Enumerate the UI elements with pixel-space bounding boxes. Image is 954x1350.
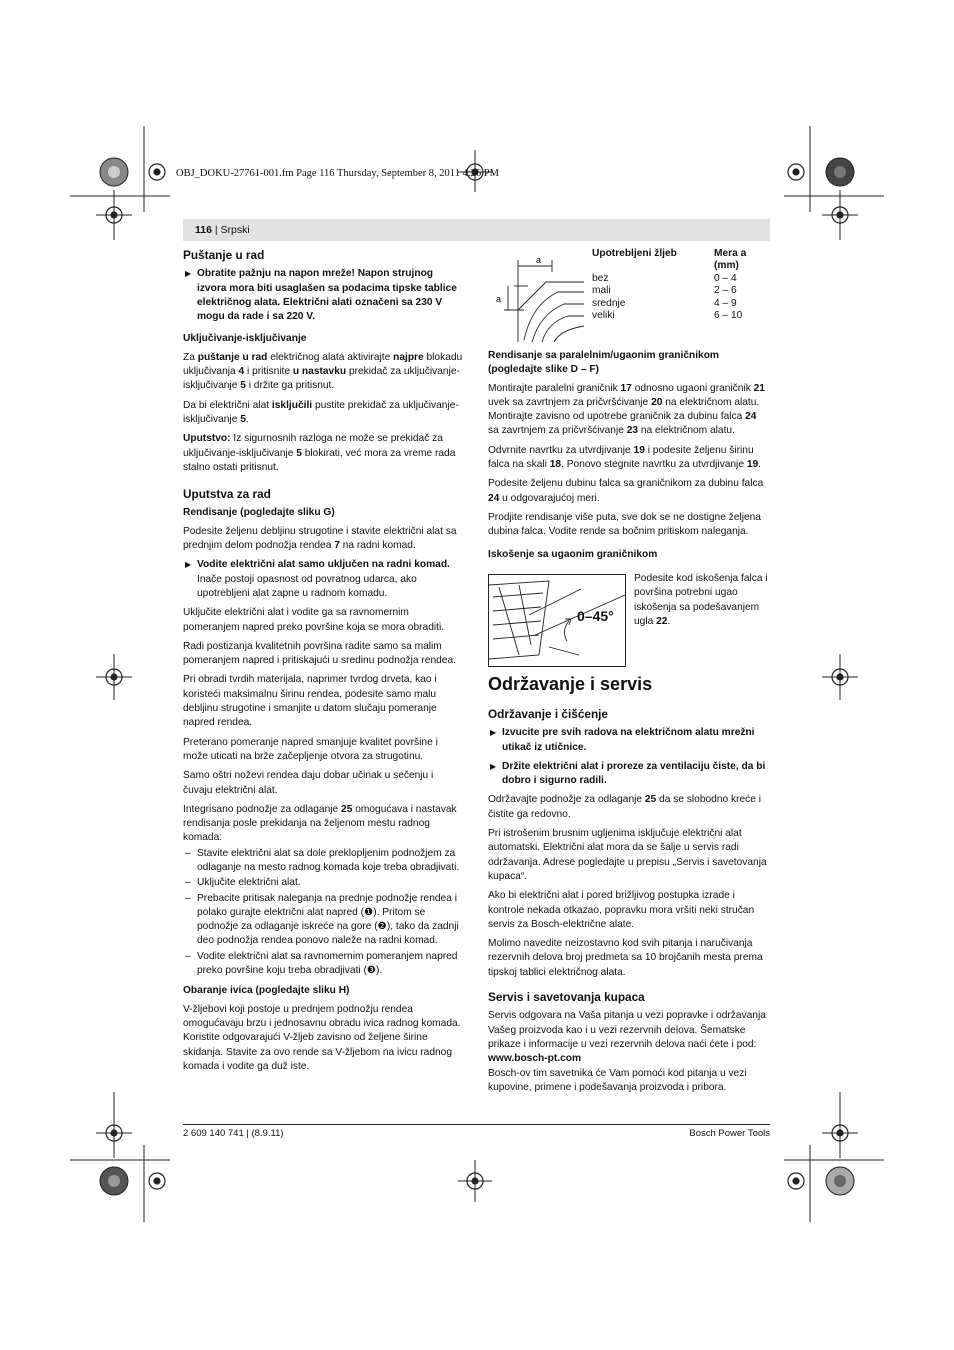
footer-rule — [183, 1124, 770, 1125]
right-column-bottom — [488, 673, 770, 1100]
warning-unplug: ▶ Izvucite pre svih radova na električnom alatu mrežni utikač iz utičnice. — [490, 727, 755, 753]
servis-paragraph-1: Servis odgovara na Vaša pitanja u vezi popravke i održavanja Vašeg proizvoda kao i u vezi rezervnih delova. Šematske prikaze i informacije u vezi rezervnih delova naći ćete i pod: — [488, 1010, 766, 1050]
servis-url-link[interactable]: www.bosch-pt.com — [488, 1053, 582, 1065]
pustanje-heading: Puštanje u rad — [183, 248, 265, 262]
ukljuc-paragraph-1: Za puštanje u rad električnog alata aktivirajte najpre blokadu uključivanja 4 i pritisnite u nastavku prekidač za uključivanje-isključivanje 5 i držite ga pritisnut. — [183, 351, 463, 392]
servis-heading: Servis i savetovanja kupaca — [488, 990, 645, 1005]
rend-paragraph-6: Samo oštri noževi rendea daju dobar učinak u sečenju i čuvaju električni alat. — [183, 770, 434, 796]
rend-paragraph-3: Radi postizanja kvalitetnih površina radite samo sa malim pomeranjem napred i pritiskajući u sredinu podnožja rendea. — [183, 640, 456, 667]
file-slug: OBJ_DOKU-27761-001.fm Page 116 Thursday, September 8, 2011 4:26 PM — [176, 168, 499, 179]
odrz-paragraph-1: Održavajte podnožje za odlaganje 25 da se slobodno kreće i čistite ga redovno. — [488, 794, 762, 820]
list-item: – Vodite električni alat sa ravnomernim pomeranjem napred preko površine koju treba obradjivati (❸). — [185, 950, 458, 977]
odrzavanje-subheading: Održavanje i čišćenje — [488, 707, 608, 721]
bullet-triangle-icon: ▶ — [185, 269, 192, 279]
header-language: Srpski — [220, 224, 250, 236]
page-header — [195, 223, 250, 237]
koso-paragraph: Podesite kod iskošenja falca i površina potrebni ugao iskošenja sa podešavanjem ugla 22. — [634, 573, 768, 627]
falc-paragraph-2: Odvrnite navrtku za utvrdjivanje 19 i podesite željenu širinu falca na skali 18. Ponovo stegnite navrtku za utvrdjivanje 19. — [488, 444, 762, 471]
bullet-triangle-icon: ▶ — [490, 728, 497, 738]
ukljucivanje-heading: Uključivanje-isključivanje — [183, 333, 307, 345]
page-number: 116 — [195, 224, 212, 236]
obaranje-heading: Obaranje ivica (pogledajte sliku H) — [183, 985, 350, 997]
footer-doc-number: 2 609 140 741 | (8.9.11) — [183, 1128, 284, 1139]
rend-paragraph-4: Pri obradi tvrdih materijala, naprimer tvrdog drveta, kao i koristeći maksimalnu širinu rendea, podesite samo malu debljinu strugotine i smanjite u datom slučaju pomeranje napred rendea. — [183, 674, 437, 729]
warning-clean: ▶ Držite električni alat i proreze za ventilaciju čiste, da bi dobro i sigurno radili. — [490, 760, 766, 787]
groove-diagram — [488, 252, 588, 344]
obaranje-paragraph: V-žljebovi koji postoje u prednjem podnožju rendea omogućavaju brzu i jednosavnu obradu ivica radnog komada. Koristite odgovarajući V-žljeb zavisno od željene širine skidanja. Stavite za ovo rende sa V-žljebom na ivicu radnog komada i vodite ga duž iste. — [183, 1003, 461, 1072]
rend-paragraph-7: Integrisano podnožje za odlaganje 25 omogućava i nastavak rendisanja posle prekidanja na željenom mestu radnog komada: — [183, 803, 457, 844]
bevel-figure — [488, 574, 626, 667]
uputstva-heading: Uputstva za rad — [183, 487, 271, 502]
dimension-label-a-top: a — [536, 255, 542, 265]
koso-heading: Iskošenje sa ugaonim graničnikom — [488, 548, 658, 560]
ukljuc-paragraph-2: Da bi električni alat isključili pustite prekidač za uključivanje-isključivanje 5. — [183, 399, 459, 425]
odrzavanje-title: Održavanje i servis — [488, 674, 653, 694]
table-header: Mera a (mm) — [714, 248, 747, 272]
dimension-label-a-side: a — [496, 294, 502, 304]
falc-paragraph-3: Podesite željenu dubinu falca sa graničnikom za dubinu falca 24 u odgovarajućoj meri. — [488, 478, 764, 504]
rend-paragraph-2: Uključite električni alat i vodite ga sa ravnomernim pomeranjem napred preko površine koja se mora obraditi. — [183, 607, 445, 633]
angle-label: 0–45° — [577, 608, 614, 624]
bullet-triangle-icon: ▶ — [185, 560, 192, 570]
rend-paragraph-5: Preterano pomeranje napred smanjuje kvalitet površine i može uticati na brže začepljenje otvora za strugotinu. — [183, 736, 438, 762]
servis-paragraph-2: Bosch-ov tim savetnika će Vam pomoći kod pitanja u vezi kupovine, primene i podešavanja proizvoda i pribora. — [488, 1067, 747, 1093]
rend-paragraph-1: Podesite željenu debljinu strugotine i stavite električni alat sa prednjim delom podnožja rendea 7 na radni komad. — [183, 525, 457, 552]
odrz-paragraph-4: Molimo navedite neizostavno kod svih pitanja i naručivanja rezervnih delova broj predmeta sa 10 brojčanih mesta prema tipskoj tablici električnog alata. — [488, 938, 763, 978]
bullet-triangle-icon: ▶ — [490, 761, 497, 771]
list-item: – Stavite električni alat sa dole preklopljenim podnožjem za odlaganje na mesto radnog komada koje treba obradjivati. — [185, 847, 460, 873]
falc-heading: Rendisanje sa paralelnim/ugaonim graničnikom (pogledajte slike D – F) — [488, 350, 719, 376]
list-item: – Prebacite pritisak naleganja na prednje podnožje rendea i polako gurajte električni alat napred (❶). Pritom se podnožje za odlaganje iskreće na gore (❷), tako da zadnji deo podnožja rendea ponovo naleže na radni komad. — [185, 892, 459, 947]
left-column — [183, 248, 465, 1079]
footer-brand: Bosch Power Tools — [689, 1128, 770, 1139]
rendisanje-heading: Rendisanje (pogledajte sliku G) — [183, 507, 335, 519]
groove-table — [592, 248, 770, 322]
table-header-row — [592, 248, 770, 273]
falc-paragraph-4: Prodjite rendisanje više puta, sve dok se ne dostigne željena dubina falca. Vodite rende sa bočnim pritiskom naleganja. — [488, 511, 761, 538]
right-column-top — [488, 349, 770, 566]
odrz-paragraph-2: Pri istrošenim brusnim ugljenima isključuje električni alat automatski. Električni alat mora da se šalje u servis radi održavanja. Adrese pogledajte u prepisu „Servis i savetovanja kupaca“. — [488, 828, 767, 882]
table-row: veliki 6 – 10 — [592, 310, 743, 322]
header-bar — [183, 219, 770, 241]
table-row: bez 0 – 4 — [592, 272, 737, 284]
table-row: mali 2 – 6 — [592, 285, 737, 297]
list-item: – Uključite električni alat. — [185, 877, 301, 889]
warning-voltage: ▶ Obratite pažnju na napon mreže! Napon strujnog izvora mora biti usaglašen sa podacima tipske tablice električnog alata. Električni alati označeni sa 230 V mogu da rade i sa 220 V. — [185, 268, 457, 323]
warning-guide-tool: ▶ Vodite električni alat samo uključen na radni komad. Inače postoji opasnost od povratnog udarca, ako upotrebljeni alat zapne u radnom komadu. — [185, 559, 450, 599]
ukljuc-paragraph-3: Uputstvo: Iz sigurnosnih razloga ne može se prekidač za uključivanje-isključivanje 5 blokirati, već mora za vreme rada stalno ostati pritisnut. — [183, 433, 456, 473]
odrz-paragraph-3: Ako bi električni alat i pored brižljivog postupka izrade i kontrole nekada otkazao, popravku mora vršiti neki stručan servis za Bosch-električne alate. — [488, 890, 755, 930]
header-separator: | — [211, 224, 221, 236]
falc-paragraph-1: Montirajte paralelni graničnik 17 odnosno ugaoni graničnik 21 uvek sa zavrtnjem za pričvršćivanje 20 na električnom alatu. Montirajte zavisno od upotrebe graničnik za dubinu falca 24 sa zavrtnjem za pričvršćivanje 23 na električnom alatu. — [488, 382, 765, 437]
table-header: Upotrebljeni žljeb — [592, 248, 677, 259]
table-row: srednje 4 – 9 — [592, 297, 737, 309]
